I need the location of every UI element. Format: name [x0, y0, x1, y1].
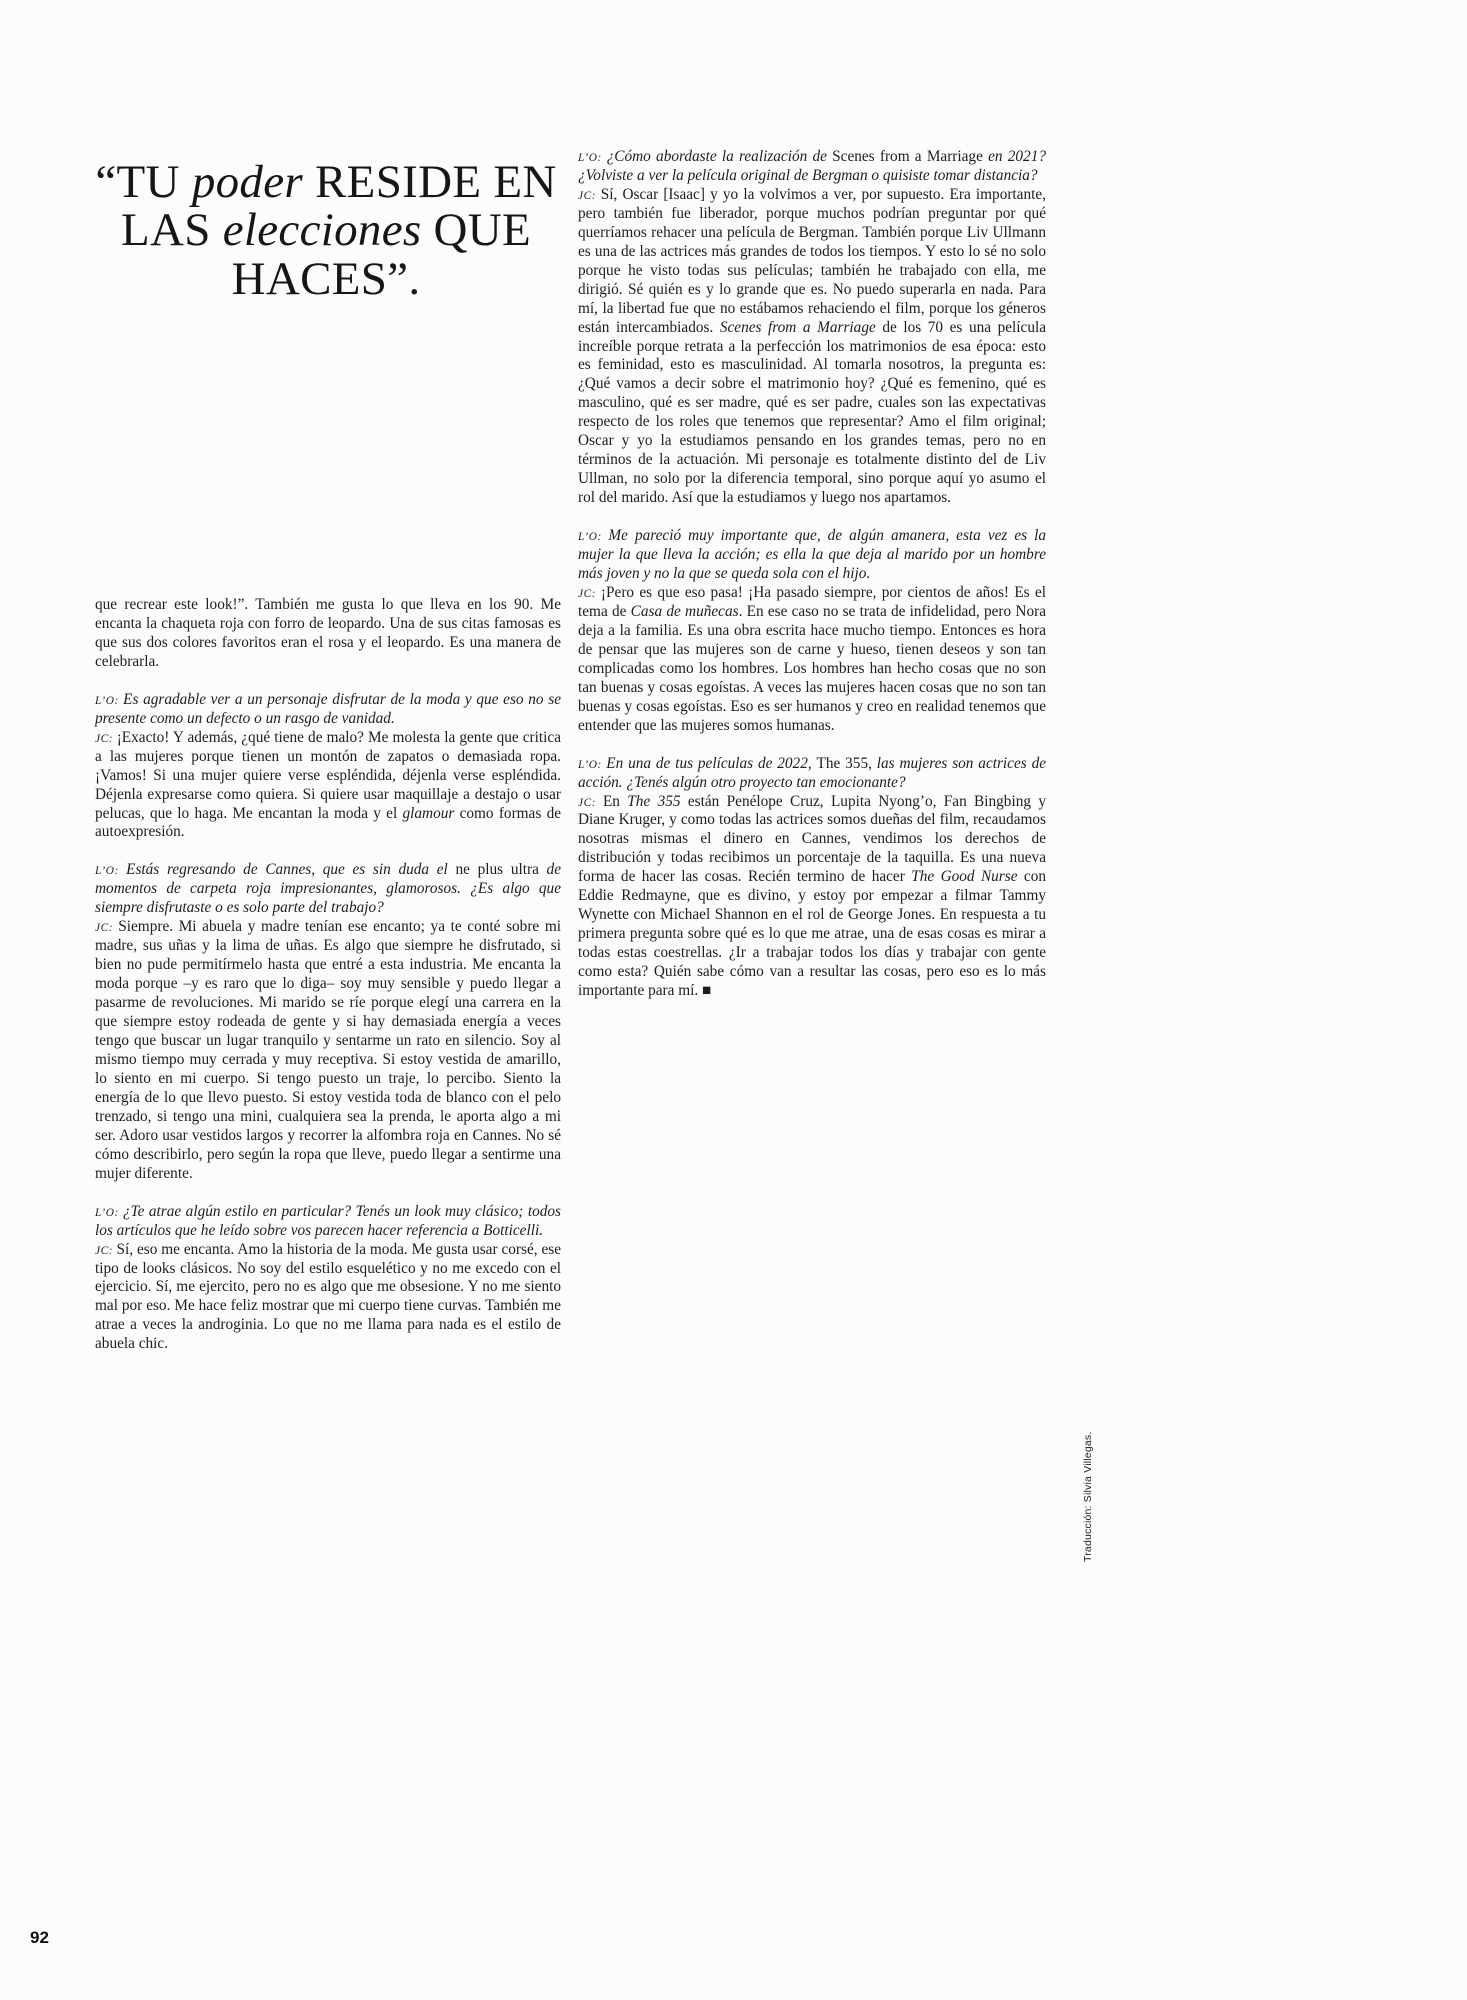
text-segment: Sí, Oscar [Isaac] y yo la volvimos a ver, por supuesto. Era importante, pero también fue liberador, porque muchos podrían preguntar por qué querríamos rehacer una película de Bergman. También porque Liv Ullmann es una de las actrices más grandes de todos los tiempos. Y esto lo sé no solo porque he visto todas sus películas; también he trabajado con ella, me dirigió. Sé quién es y lo grande que es. No puedo superarla en nada. Para mí, la libertad fue que no estábamos rehaciendo el film, porque los géneros están intercambiados.	[578, 185, 1046, 336]
text-segment: Sí, eso me encanta. Amo la historia de la moda. Me gusta usar corsé, ese tipo de looks clásicos. No soy del estilo esquelético y no me excedo con el ejercicio. Sí, me ejercito, pero no es algo que me obsesione. Y no me siento mal por eso. Me hace feliz mostrar que mi cuerpo tiene curvas. También me atrae a veces la androginia. Lo que no me llama para nada es el estilo de abuela chic.	[95, 1240, 561, 1353]
interview-question	[578, 148, 1046, 186]
text-segment: como formas de autoexpresión.	[95, 804, 562, 841]
speaker-label: JC:	[578, 189, 601, 202]
text-segment: The 355	[627, 792, 681, 810]
speaker-label: L’O:	[95, 865, 127, 878]
text-segment: En una de tus películas de 2022,	[606, 754, 817, 772]
text-segment: Scenes from a Marriage	[832, 148, 989, 165]
speaker-label: L’O:	[578, 152, 607, 164]
speaker-label: JC:	[95, 732, 117, 745]
speaker-label: L’O:	[578, 531, 609, 544]
text-segment: Estás regresando de Cannes, que es sin duda el	[126, 861, 456, 879]
text-segment: En	[602, 792, 628, 810]
text-segment: RESIDE EN LAS	[120, 156, 557, 257]
translation-credit: Traducción: Silvia Villegas.	[1082, 1431, 1094, 1562]
text-segment: ¡Exacto! Y además, ¿qué tiene de malo? Me molesta la gente que critica a las mujeres porque tienen un montón de zapatos o demasiada ropa. ¡Vamos! Si una mujer quiere verse espléndida, déjenla verse espléndida. Déjenla expresarse como quiera. Si quiere usar maquillaje a destajo o usar pelucas, que lo haga. Me encantan la moda y el	[95, 728, 561, 822]
text-segment: poder	[191, 156, 303, 208]
interview-answer	[578, 186, 1046, 508]
speaker-label: JC:	[95, 922, 119, 935]
interview-answer	[578, 584, 1046, 736]
interview-question	[95, 861, 561, 918]
interview-question	[95, 691, 561, 729]
speaker-label: L’O:	[95, 1206, 123, 1219]
interview-answer	[95, 1241, 561, 1355]
text-segment: ¿Te atrae algún estilo en particular? Tenés un look muy clásico; todos los artículos que he leído sobre vos parecen hacer referencia a Botticelli.	[95, 1202, 562, 1239]
pull-quote	[85, 158, 567, 303]
text-segment: Siempre. Mi abuela y madre tenían ese encanto; ya te conté sobre mi madre, sus uñas y la lima de uñas. Es algo que siempre he disfrutado, si bien no pude permitírmelo hasta que entré a esta industria. Me encanta la moda porque –y es raro que lo diga– soy muy sensible y puedo llegar a pasarme de revoluciones. Mi marido se ríe porque elegí una carrera en la que siempre estoy rodeada de gente y si hay demasiada energía a veces tengo que buscar un lugar tranquilo y sentarme un rato en silencio. Soy al mismo tiempo muy cerrada y muy receptiva. Si estoy vestida de amarillo, lo siento en mi cuerpo. Si tengo puesto un traje, lo percibo. Siento la energía de lo que llevo puesto. Si estoy vestida toda de blanco con el pelo trenzado, si tengo una mini, cualquiera sea la prenda, le aporta algo a mi ser. Adoro usar vestidos largos y recorrer la alfombra roja en Cannes. No sé cómo describirlo, pero según la ropa que lleve, puedo llegar a sentirme una mujer diferente.	[95, 918, 561, 1182]
text-segment: elecciones	[222, 204, 422, 257]
interview-answer	[95, 729, 561, 843]
text-segment: de momentos de carpeta roja impresionantes, glamorosos. ¿Es algo que siempre disfrutaste o es solo parte del trabajo?	[95, 861, 561, 917]
text-segment: The 355,	[816, 754, 877, 772]
text-segment: Es agradable ver a un personaje disfrutar de la moda y que eso no se presente como un defecto o un rasgo de vanidad.	[95, 690, 561, 727]
text-segment: glamour	[402, 804, 455, 822]
speaker-label: L’O:	[95, 694, 124, 707]
text-segment: The Good Nurse	[911, 868, 1018, 886]
text-segment: ¿Cómo abordaste la realización de	[606, 148, 833, 165]
text-segment: Casa de muñecas	[630, 602, 739, 620]
interview-question	[578, 527, 1046, 584]
text-segment: están Penélope Cruz, Lupita Nyong’o, Fan Bingbing y Diane Kruger, y como todas las actrices somos dueñas del film, recaudamos nosotras mismas el dinero en Cannes, vendimos los derechos de distribución y todas recibimos un porcentaje de la taquilla. Es una nueva forma de hacer las cosas. Recién termino de hacer	[578, 792, 1046, 886]
text-segment: en 2021? ¿Volviste a ver la película original de Bergman o quisiste tomar distancia?	[578, 148, 1046, 184]
interview-question	[95, 1203, 561, 1241]
text-segment: Me pareció muy importante que, de algún amanera, esta vez es la mujer la que lleva la acción; es ella la que deja al marido por un hombre más joven y no la que se queda sola con el hijo.	[578, 527, 1047, 583]
page-number: 92	[30, 1928, 49, 1947]
speaker-label: JC:	[578, 796, 603, 809]
text-segment: QUE HACES”.	[231, 204, 531, 305]
body-paragraph	[95, 596, 561, 672]
text-segment: Scenes from a Marriage	[719, 318, 876, 336]
text-segment: de los 70 es una película increíble porque retrata a la perfección los matrimonios de esa época: esto es feminidad, esto es masculinidad. Al tomarla nosotros, la pregunta es: ¿Qué vamos a decir sobre el matrimonio hoy? ¿Qué es femenino, qué es masculino, qué es ser madre, qué es ser padre, cuales son las expectativas respecto de los roles que tenemos que representar? Amo el film original; Oscar y yo la estudiamos pensando en los grandes temas, pero no en términos de la actuación. Mi personaje es totalmente distinto del de Liv Ullman, no solo por la diferencia temporal, sino porque aquí yo asumo el rol del marido. Así que la estudiamos y luego nos apartamos.	[578, 318, 1047, 507]
text-segment: que recrear este look!”. También me gusta lo que lleva en los 90. Me encanta la chaqueta roja con forro de leopardo. Una de sus citas famosas es que sus dos colores favoritos eran el rosa y el leopardo. Es una manera de celebrarla.	[95, 596, 561, 670]
text-segment: ne plus ultra	[455, 861, 547, 879]
speaker-label: L’O:	[578, 758, 607, 771]
speaker-label: JC:	[95, 1244, 117, 1257]
interview-answer	[578, 793, 1046, 1001]
text-segment: . En ese caso no se trata de infidelidad, pero Nora deja a la familia. Es una obra escrita hace mucho tiempo. Entonces es hora de pensar que las mujeres son de carne y hueso, tienen deseos y son tan complicadas como los hombres. Los hombres han hecho cosas que no son tan buenas y cosas egoístas. A veces las mujeres hacen cosas que no son tan buenas y cosas egoístas. Eso es ser humanos y creo en realidad tenemos que entender que las mujeres somos humanas.	[578, 602, 1046, 734]
column-right	[578, 148, 1046, 1001]
text-segment: con Eddie Redmayne, que es divino, y estoy por empezar a filmar Tammy Wynette con Michael Shannon en el rol de George Jones. En respuesta a tu primera pregunta sobre qué es lo que me atrae, una de esas cosas es mirar a todas estas coestrellas. ¿Ir a trabajar todos los días y trabajar con gente como esta? Quién sabe cómo van a resultar las cosas, pero eso es lo más importante para mí. ■	[578, 868, 1046, 1000]
speaker-label: JC:	[578, 587, 601, 600]
text-segment: las mujeres son actrices de acción. ¿Tenés algún otro proyecto tan emocionante?	[578, 754, 1047, 791]
text-segment: “TU	[95, 156, 192, 208]
interview-answer	[95, 918, 561, 1183]
text-segment: ¡Pero es que eso pasa! ¡Ha pasado siempre, por cientos de años! Es el tema de	[578, 583, 1046, 620]
column-left	[95, 596, 561, 1354]
interview-question	[578, 755, 1046, 793]
